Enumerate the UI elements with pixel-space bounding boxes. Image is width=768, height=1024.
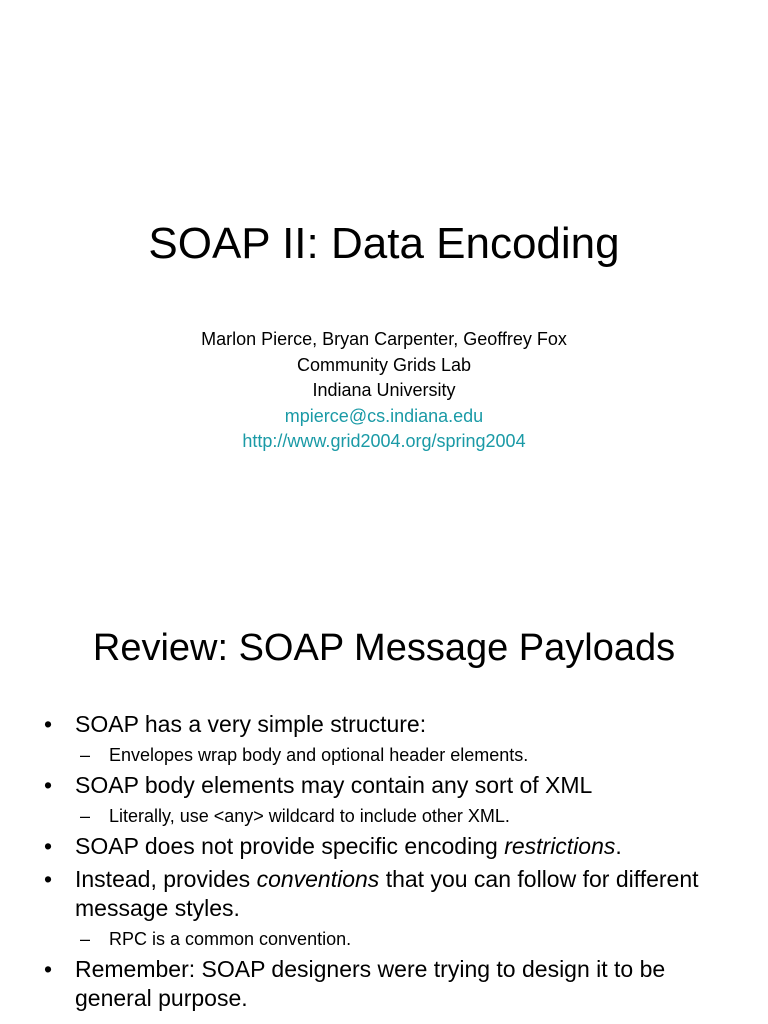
slide-title: SOAP II: Data Encoding — [148, 219, 620, 268]
text-segment: . — [615, 833, 622, 859]
bullet-list — [40, 710, 740, 1017]
bullet-item — [40, 771, 740, 800]
slide-title: Review: SOAP Message Payloads — [92, 627, 676, 669]
bullet-glyph: • — [44, 711, 53, 737]
text-segment: Instead, provides — [75, 866, 257, 892]
bullet-text — [75, 866, 699, 921]
emphasis-text: conventions — [256, 866, 380, 892]
sub-bullet-item — [40, 804, 740, 828]
sub-bullet-text: Literally, use <any> wildcard to include other XML. — [109, 806, 510, 826]
bullet-item — [40, 865, 740, 923]
sub-bullet-item — [40, 927, 740, 951]
text-segment: SOAP does not provide specific encoding — [75, 833, 505, 859]
sub-bullet-item — [40, 743, 740, 767]
university-line: Indiana University — [312, 380, 456, 400]
author-block — [0, 327, 768, 455]
dash-glyph: – — [80, 806, 91, 826]
website-link[interactable]: http://www.grid2004.org/spring2004 — [242, 431, 526, 451]
review-slide — [0, 580, 768, 1024]
sub-bullet-text: RPC is a common convention. — [109, 929, 352, 949]
text-segment: that you can follow for different message styles. — [75, 866, 699, 921]
bullet-text — [75, 833, 622, 859]
email-link[interactable]: mpierce@cs.indiana.edu — [284, 405, 484, 426]
emphasis-text: restrictions — [504, 833, 616, 859]
sub-bullet-text: Envelopes wrap body and optional header elements. — [109, 745, 529, 765]
bullet-glyph: • — [44, 956, 53, 982]
bullet-item — [40, 710, 740, 739]
bullet-item — [40, 832, 740, 861]
bullet-glyph: • — [44, 772, 53, 798]
bullet-text: Remember: SOAP designers were trying to design it to be general purpose. — [75, 956, 666, 1011]
dash-glyph: – — [80, 929, 91, 949]
dash-glyph: – — [80, 745, 91, 765]
bullet-glyph: • — [44, 833, 53, 859]
bullet-glyph: • — [44, 866, 53, 892]
bullet-item — [40, 955, 740, 1013]
bullet-text: SOAP has a very simple structure: — [75, 711, 427, 737]
lab-line: Community Grids Lab — [296, 354, 472, 375]
bullet-text: SOAP body elements may contain any sort of XML — [75, 772, 593, 798]
authors-line: Marlon Pierce, Bryan Carpenter, Geoffrey Fox — [201, 329, 567, 349]
